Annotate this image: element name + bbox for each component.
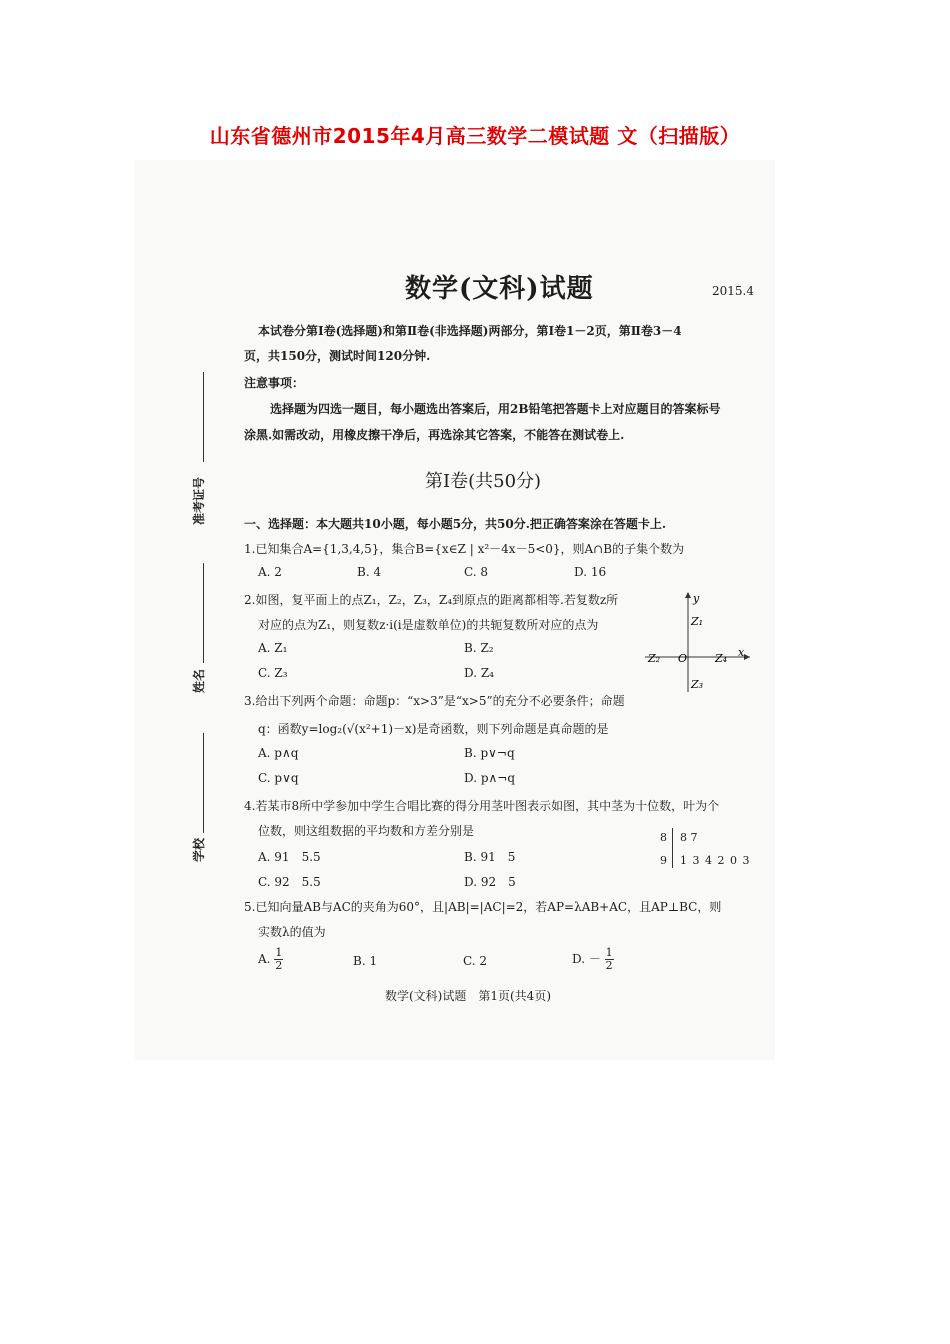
q1-option-c: C. 8 xyxy=(464,565,489,579)
q5-option-a-label: A. xyxy=(258,952,271,966)
point-z1-label: Z₁ xyxy=(691,615,704,628)
stem-leaf-plot xyxy=(660,828,750,868)
q5-option-a xyxy=(258,947,283,972)
q5-a-denominator: 2 xyxy=(275,959,283,972)
page-footer: 数学(文科)试题 第1页(共4页) xyxy=(385,989,551,1003)
q5-option-a-fraction xyxy=(274,947,283,972)
section-title: 第Ⅰ卷(共50分) xyxy=(425,471,542,492)
stem-leaf-divider xyxy=(672,828,673,868)
q4-option-b: B. 91 5 xyxy=(464,850,516,864)
sidebar-line-school xyxy=(203,733,204,833)
q5-d-denominator: 2 xyxy=(605,959,613,972)
q3-option-c: C. p∨q xyxy=(258,771,299,785)
q5-stem-1: 5.已知向量AB与AC的夹角为60°，且|AB|=|AC|=2，若AP=λAB+AC，且AP⊥BC，则 xyxy=(244,900,722,914)
q5-option-d-fraction xyxy=(605,947,614,972)
stem-9: 9 xyxy=(660,854,667,867)
notice-line-1: 选择题为四选一题目，每小题选出答案后，用2B铅笔把答题卡上对应题目的答案标号 xyxy=(270,402,721,416)
point-z3-label: Z₃ xyxy=(691,678,704,691)
q3-stem-2: q：函数y=log₂(√(x²+1)－x)是奇函数，则下列命题是真命题的是 xyxy=(258,722,609,736)
q5-a-numerator: 1 xyxy=(275,946,283,959)
q3-option-a: A. p∧q xyxy=(258,746,299,760)
point-z4-label: Z₄ xyxy=(715,652,728,665)
y-axis-label: y xyxy=(693,592,700,605)
x-axis-label: x xyxy=(738,646,745,659)
q2-stem-2: 对应的点为Z₁，则复数z·i(i是虚数单位)的共轭复数所对应的点为 xyxy=(258,618,599,632)
q3-option-b: B. p∨¬q xyxy=(464,746,515,760)
q2-option-d: D. Z₄ xyxy=(464,666,494,680)
q3-option-d: D. p∧¬q xyxy=(464,771,516,785)
intro-line-1: 本试卷分第Ⅰ卷(选择题)和第Ⅱ卷(非选择题)两部分，第Ⅰ卷1－2页，第Ⅱ卷3－4 xyxy=(258,324,682,338)
sidebar-line-exam-id xyxy=(203,372,204,462)
q5-d-numerator: 1 xyxy=(605,946,613,959)
notice-line-2: 涂黑.如需改动，用橡皮擦干净后，再选涂其它答案，不能答在测试卷上. xyxy=(244,428,625,442)
q5-stem-2: 实数λ的值为 xyxy=(258,925,326,939)
q1-option-b: B. 4 xyxy=(357,565,382,579)
q2-option-c: C. Z₃ xyxy=(258,666,288,680)
notice-heading: 注意事项： xyxy=(244,376,305,390)
leaves-8: 8 7 xyxy=(680,831,698,844)
exam-date: 2015.4 xyxy=(712,284,754,298)
q4-stem-2: 位数，则这组数据的平均数和方差分别是 xyxy=(258,824,475,838)
q2-option-a: A. Z₁ xyxy=(258,641,288,655)
q1-option-d: D. 16 xyxy=(574,565,607,579)
leaves-9: 1 3 4 2 0 3 xyxy=(680,854,751,867)
origin-label: O xyxy=(678,652,688,665)
q4-option-c: C. 92 5.5 xyxy=(258,875,321,889)
q4-stem-1: 4.若某市8所中学参加中学生合唱比赛的得分用茎叶图表示如图，其中茎为十位数，叶为个 xyxy=(244,799,720,813)
sidebar-label-name: 姓名 xyxy=(192,668,206,693)
q2-stem-1: 2.如图，复平面上的点Z₁，Z₂，Z₃，Z₄到原点的距离都相等.若复数z所 xyxy=(244,593,619,607)
intro-line-2: 页，共150分，测试时间120分钟. xyxy=(244,349,431,363)
q4-option-d: D. 92 5 xyxy=(464,875,516,889)
q5-option-b: B. 1 xyxy=(353,954,378,968)
q5-option-c: C. 2 xyxy=(463,954,488,968)
exam-title: 数学(文科)试题 xyxy=(405,274,594,304)
sidebar-label-school: 学校 xyxy=(192,837,206,862)
stem-8: 8 xyxy=(660,831,667,844)
sidebar-line-name xyxy=(203,563,204,663)
q1-option-a: A. 2 xyxy=(258,565,282,579)
part-heading: 一、选择题：本大题共10小题，每小题5分，共50分.把正确答案涂在答题卡上. xyxy=(244,517,667,531)
point-z2-label: Z₂ xyxy=(648,652,661,665)
x-axis-arrow xyxy=(744,654,750,660)
complex-plane-figure xyxy=(640,588,755,696)
document-title: 山东省德州市2015年4月高三数学二模试题 文（扫描版） xyxy=(209,124,741,148)
q2-option-b: B. Z₂ xyxy=(464,641,494,655)
q5-option-d xyxy=(572,947,614,972)
sidebar-label-exam-id: 准考证号 xyxy=(192,476,206,525)
q1-stem: 1.已知集合A={1,3,4,5}，集合B={x∈Z | x²－4x－5<0}，则A∩B的子集个数为 xyxy=(244,542,685,556)
y-axis-arrow xyxy=(685,592,691,598)
q4-option-a: A. 91 5.5 xyxy=(258,850,321,864)
q5-option-d-label: D. － xyxy=(572,952,601,966)
q3-stem-1: 3.给出下列两个命题：命题p：“x>3”是“x>5”的充分不必要条件；命题 xyxy=(244,694,625,708)
